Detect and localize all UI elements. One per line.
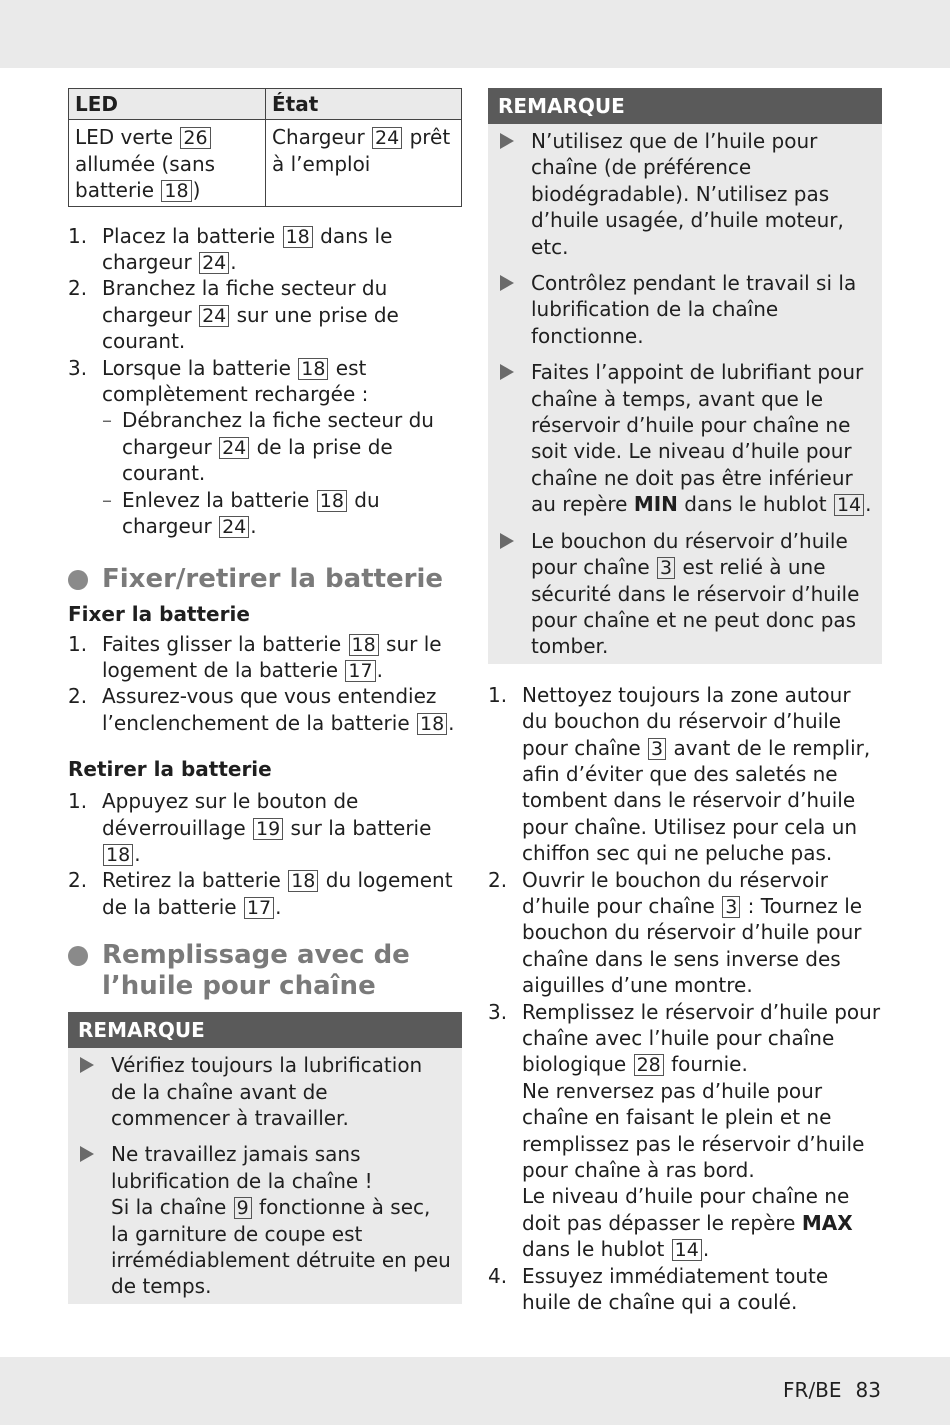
part-number-box: 3 <box>657 557 675 579</box>
list-item: 1. Placez la batterie 18 dans le chargeur 24 . <box>68 223 393 275</box>
part-number-box: 19 <box>253 818 283 840</box>
triangle-bullet-icon <box>500 533 514 549</box>
header-band <box>0 0 950 68</box>
list-item: 2. Ouvrir le bouchon du réservoir d’huile pour chaîne 3 : Tournez le bouchon du réservoir d’huile pour chaîne dans le sens inverse des aiguilles d’une montre. <box>488 867 863 998</box>
table-cell-state: Chargeur 24 prêt à l’emploi <box>266 120 462 206</box>
list-item: 1. Faites glisser la batterie 18 sur le logement de la batterie 17 . <box>68 631 442 682</box>
note-item: Faites l’appoint de lubrifiant pour chaîne à temps, avant que le réservoir d’huile pour chaîne ne soit vide. Le niveau d’huile pour chaîne ne doit pas être inférieur au repère MIN dans le hublot 14 . <box>498 359 872 517</box>
list-item: 3. Remplissez le réservoir d’huile pour chaîne avec l’huile pour chaîne biologique 28 fournie. Ne renversez pas d’huile pour chaîne en faisant le plein et ne remplissez pas le réservoir d’huile pour chaîne à ras bord. Le niveau d’huile pour chaîne ne doit pas dépasser le repère MAX dans le hublot 14 . <box>488 999 881 1262</box>
table-header-row <box>69 89 462 120</box>
led-status-table <box>68 88 462 207</box>
circle-bullet-icon <box>68 946 88 966</box>
left-column <box>68 88 462 1304</box>
list-item: 1. Nettoyez toujours la zone autour du bouchon du réservoir d’huile pour chaîne 3 avant de le remplir, afin d’éviter que des saletés ne tombent dans le réservoir d’huile pour chaîne. Utilisez pour cela un chiffon sec qui ne peluche pas. <box>488 682 871 866</box>
note-item: Le bouchon du réservoir d’huile pour chaîne 3 est relié à une sécurité dans le réservoir d’huile pour chaîne et ne peut donc pas tomber. <box>498 528 872 660</box>
list-item: 4. Essuyez immédiatement toute huile de chaîne qui a coulé. <box>488 1263 829 1315</box>
note-item: N’utilisez que de l’huile pour chaîne (de préférence biodégradable). N’utilisez pas d’huile usagée, d’huile moteur, etc. <box>498 128 872 260</box>
triangle-bullet-icon <box>80 1146 94 1162</box>
note-item: Ne travaillez jamais sans lubrification de la chaîne ! Si la chaîne 9 fonctionne à sec, la garniture de coupe est irrémédiablement détruite en peu de temps. <box>78 1141 452 1299</box>
part-number-box: 18 <box>161 180 191 202</box>
triangle-bullet-icon <box>500 364 514 380</box>
table-cell-led: LED verte 26 allumée (sans batterie 18 ) <box>69 120 266 206</box>
table-header-led: LED <box>69 89 266 120</box>
note-item: Vérifiez toujours la lubrification de la chaîne avant de commencer à travailler. <box>78 1052 452 1131</box>
part-number-box: 3 <box>722 896 740 918</box>
part-number-box: 17 <box>244 897 274 919</box>
sub-steps <box>102 407 462 539</box>
list-item: 2. Assurez-vous que vous entendiez l’enclenchement de la batterie 18 . <box>68 684 455 735</box>
circle-bullet-icon <box>68 570 88 590</box>
note-header: REMARQUE <box>488 88 882 124</box>
part-number-box: 9 <box>234 1197 252 1219</box>
note-header: REMARQUE <box>68 1012 462 1048</box>
subtitle-remove-battery: Retirer la batterie <box>68 757 272 782</box>
part-number-box: 24 <box>219 516 249 538</box>
part-number-box: 24 <box>199 252 229 274</box>
triangle-bullet-icon <box>500 133 514 149</box>
part-number-box: 14 <box>834 494 864 516</box>
part-number-box: 18 <box>317 490 347 512</box>
part-number-box: 28 <box>634 1054 664 1076</box>
subtitle-fix-battery: Fixer la batterie <box>68 601 250 626</box>
part-number-box: 24 <box>219 437 249 459</box>
part-number-box: 18 <box>349 634 379 656</box>
note-item: Contrôlez pendant le travail si la lubrification de la chaîne fonctionne. <box>498 270 872 349</box>
list-item: 1. Appuyez sur le bouton de déverrouillage 19 sur la batterie 18 . <box>68 789 432 866</box>
part-number-box: 24 <box>372 127 402 149</box>
part-number-box: 18 <box>103 844 133 866</box>
fix-steps <box>68 631 462 737</box>
part-number-box: 3 <box>648 738 666 760</box>
list-item: – Débranchez la fiche secteur du chargeur 24 de la prise de courant. <box>102 408 434 486</box>
charge-steps <box>68 223 462 540</box>
section-title-oil: Remplissage avec de l’huile pour chaîne <box>68 940 462 1002</box>
part-number-box: 18 <box>298 358 328 380</box>
remove-steps <box>68 788 462 920</box>
page-footer <box>783 1378 881 1402</box>
right-column <box>488 88 882 1315</box>
list-item: – Enlevez la batterie 18 du chargeur 24 . <box>102 487 380 539</box>
triangle-bullet-icon <box>80 1057 94 1073</box>
part-number-box: 14 <box>672 1239 702 1261</box>
triangle-bullet-icon <box>500 275 514 291</box>
part-number-box: 17 <box>345 660 375 682</box>
footer-language: FR/BE <box>783 1378 842 1402</box>
page-number: 83 <box>855 1378 881 1402</box>
section-title-battery: Fixer/retirer la batterie <box>68 564 462 595</box>
part-number-box: 18 <box>283 226 313 248</box>
list-item: 2. Branchez la fiche secteur du chargeur 24 sur une prise de courant. <box>68 276 399 354</box>
part-number-box: 24 <box>199 305 229 327</box>
part-number-box: 26 <box>180 127 210 149</box>
table-row <box>69 120 462 206</box>
part-number-box: 18 <box>288 870 318 892</box>
part-number-box: 18 <box>417 713 447 735</box>
list-item: 3. Lorsque la batterie 18 est complètement rechargée : – Débranchez la fiche secteur du chargeur 24 de la prise de courant. – Enlevez la batterie 18 du chargeur 24 . <box>68 355 462 540</box>
oil-fill-steps <box>488 682 882 1316</box>
note-box-left <box>68 1012 462 1304</box>
table-header-state: État <box>266 89 462 120</box>
list-item: 2. Retirez la batterie 18 du logement de la batterie 17 . <box>68 868 453 919</box>
note-box-right <box>488 88 882 664</box>
